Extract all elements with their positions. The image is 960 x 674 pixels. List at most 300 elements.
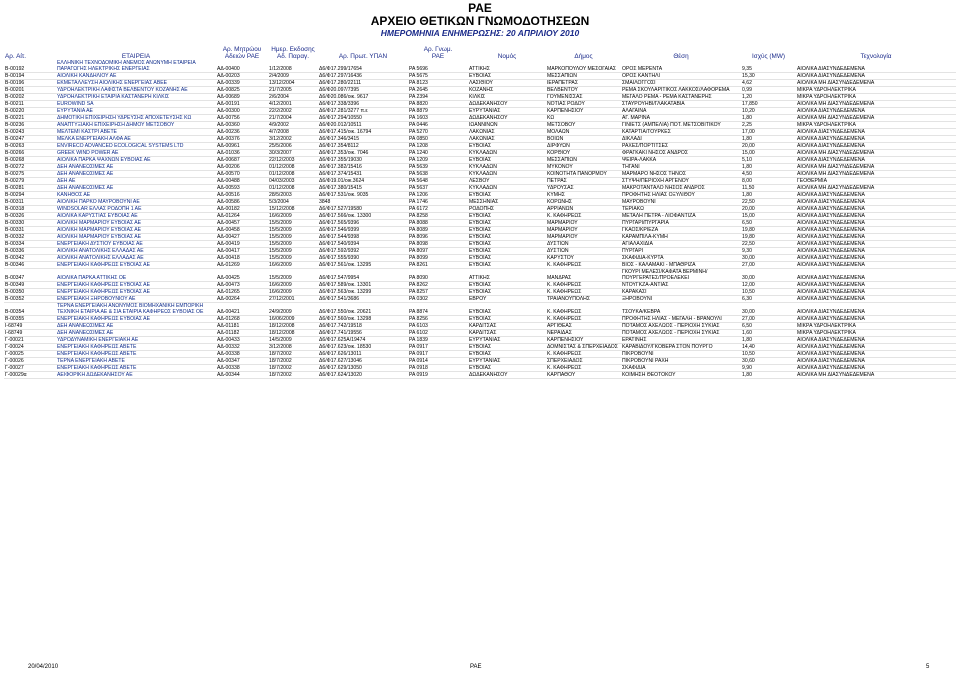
cell-ar-gnom: ΡΑ 5639 bbox=[408, 164, 468, 171]
cell-ar-prot: Δ6/Φ17.623/οικ. 18530 bbox=[318, 344, 408, 351]
cell-ar-gnom: ΡΑ 8820 bbox=[408, 101, 468, 108]
cell-ar-prot: Δ6/Φ17.346/3415 bbox=[318, 136, 408, 143]
cell-ischys: 30,60 bbox=[741, 358, 796, 365]
cell-ischys: 5,10 bbox=[741, 157, 796, 164]
table-row bbox=[4, 171, 956, 178]
cell-tech: ΑΙΟΛΙΚΑ ΔΙΑΣΥΝΔΕΔΕΜΕΝΑ bbox=[796, 157, 956, 164]
cell-etaireia: ΑΙΟΛΙΚΗ ΜΑΡΜΑΡΙΟΥ ΕΥΒΟΙΑΣ ΑΕ bbox=[56, 234, 216, 241]
cell-etaireia: ΔΕΗ ΑΝΑΝΕΩΣΙΜΕΣ ΑΕ bbox=[56, 323, 216, 330]
cell-ar-mitroou: ΑΔ-00516 bbox=[216, 192, 268, 199]
cell-ar-ait: Β-00342 bbox=[4, 255, 56, 262]
cell-imer-ekdosis: 25/5/2006 bbox=[268, 143, 318, 150]
cell-ar-mitroou: ΑΔ-01265 bbox=[216, 289, 268, 296]
cell-dimos: ΓΟΥΜΕΝΙΣΣΑΣ bbox=[546, 94, 621, 101]
cell-thesi: ΦΡΑΓΚΑΚΙ ΝΗΣΟΣ ΑΝΔΡΟΣ bbox=[621, 150, 741, 157]
table-row bbox=[4, 87, 956, 94]
cell-ar-gnom: ΡΑ 0850 bbox=[408, 136, 468, 143]
cell-ar-prot: Δ6/Φ17.555/9390 bbox=[318, 255, 408, 262]
cell-ar-gnom: ΡΑ 8258 bbox=[408, 213, 468, 220]
cell-thesi: ΓΚΑΟΣ/ΚΡΙΕΖΑ bbox=[621, 227, 741, 234]
cell-ar-ait: Β-00236 bbox=[4, 122, 56, 129]
cell-ar-prot: Δ6/Φ17.547/9954 bbox=[318, 269, 408, 282]
cell-ischys: 30,00 bbox=[741, 255, 796, 262]
cell-nomos: ΚΙΛΚΙΣ bbox=[468, 94, 546, 101]
cell-dimos: ΜΑΡΜΑΡΙΟΥ bbox=[546, 227, 621, 234]
cell-dimos: ΚΑΡΠΑΘΟΥ bbox=[546, 372, 621, 379]
cell-ar-ait: Γ-00024 bbox=[4, 344, 56, 351]
cell-etaireia: ΜΕΛΚΑ ΕΝΕΡΓΕΙΑΚΗ ΑΛΦΑ ΑΕ bbox=[56, 136, 216, 143]
cell-ar-mitroou: ΑΔ-00400 bbox=[216, 60, 268, 73]
cell-dimos: ΒΕΛΒΕΝΤΟΥ bbox=[546, 87, 621, 94]
cell-ar-prot: Δ6/Φ17.297/16436 bbox=[318, 73, 408, 80]
cell-imer-ekdosis: 4/7/2008 bbox=[268, 129, 318, 136]
cell-ar-mitroou: ΑΔ-00203 bbox=[216, 73, 268, 80]
cell-ischys: 9,30 bbox=[741, 248, 796, 255]
cell-nomos: ΔΩΔΕΚΑΝΗΣΟΥ bbox=[468, 101, 546, 108]
cell-ar-prot: Δ6/Φ17.592/9392 bbox=[318, 248, 408, 255]
cell-ar-gnom: ΡΑ 8089 bbox=[408, 227, 468, 234]
cell-etaireia: ΑΙΟΛΙΚΑ ΠΑΡΚΑ ΑΤΤΙΚΗΣ ΟΕ bbox=[56, 269, 216, 282]
cell-tech: ΑΙΟΛΙΚΑ ΜΗ ΔΙΑΣΥΝΔΕΔΕΜΕΝΑ bbox=[796, 171, 956, 178]
cell-etaireia: ΜΕΛΤΕΜΙ ΚΑΣΤΡΙ ΑΒΕΤΕ bbox=[56, 129, 216, 136]
cell-nomos: ΕΥΒΟΙΑΣ bbox=[468, 365, 546, 372]
cell-tech: ΑΙΟΛΙΚΑ ΔΙΑΣΥΝΔΕΔΕΜΕΝΑ bbox=[796, 289, 956, 296]
cell-ischys: 1,80 bbox=[741, 136, 796, 143]
cell-nomos: ΕΥΒΟΙΑΣ bbox=[468, 344, 546, 351]
cell-ar-ait: Β-00352 bbox=[4, 296, 56, 303]
cell-ar-ait: Β-00196 bbox=[4, 80, 56, 87]
cell-thesi: ΡΕΜΑ ΣΚΟΥΛΑΡΙΤΙΚΟΣ ΛΑΚΚΟΣ/ΛΑΦΟΡΕΜΑ bbox=[621, 87, 741, 94]
cell-ischys: 12,00 bbox=[741, 282, 796, 289]
cell-thesi: ΞΗΡΟΒΟΥΝΙ bbox=[621, 296, 741, 303]
cell-ar-mitroou: ΑΔ-00419 bbox=[216, 241, 268, 248]
cell-ar-gnom: ΡΑ 6103 bbox=[408, 323, 468, 330]
table-row bbox=[4, 73, 956, 80]
table-row bbox=[4, 80, 956, 87]
cell-ischys: 1,80 bbox=[741, 337, 796, 344]
cell-ar-prot: Δ6/Φ17.550/οικ. 20621 bbox=[318, 303, 408, 316]
cell-etaireia: GREEK WIND POWER AE bbox=[56, 150, 216, 157]
cell-ar-prot: Δ6/Φ20.086/οικ. 9617 bbox=[318, 94, 408, 101]
cell-etaireia: ΕΝΕΡΓΕΙΑΚΗ ΚΑΦΗΡΕΩΣ ΑΒΕΤΕ bbox=[56, 365, 216, 372]
cell-etaireia: ΕΝΕΡΓΕΙΑΚΗ ΚΑΦΗΡΕΩΣ ΕΥΒΟΙΑΣ ΑΕ bbox=[56, 289, 216, 296]
cell-ar-ait: Γ-00027 bbox=[4, 365, 56, 372]
cell-ar-prot: Δ6/Φ17.527/19580 bbox=[318, 206, 408, 213]
cell-nomos: ΚΥΚΛΑΔΩΝ bbox=[468, 185, 546, 192]
cell-dimos: ΜΑΡΜΑΡΙΟΥ bbox=[546, 220, 621, 227]
cell-ar-gnom: ΡΑ 8256 bbox=[408, 316, 468, 323]
cell-imer-ekdosis: 15/12/2008 bbox=[268, 206, 318, 213]
cell-imer-ekdosis: 4/9/2002 bbox=[268, 122, 318, 129]
cell-imer-ekdosis: 15/5/2009 bbox=[268, 234, 318, 241]
cell-ar-mitroou: ΑΔ-00191 bbox=[216, 101, 268, 108]
table-row bbox=[4, 199, 956, 206]
cell-dimos: ΚΑΡΥΣΤΟΥ bbox=[546, 255, 621, 262]
cell-tech: ΑΙΟΛΙΚΑ ΔΙΑΣΥΝΔΕΔΕΜΕΝΑ bbox=[796, 248, 956, 255]
cell-imer-ekdosis: 4/12/2001 bbox=[268, 101, 318, 108]
cell-dimos: Κ. ΚΑΦΗΡΕΩΣ bbox=[546, 365, 621, 372]
cell-dimos: Κ. ΚΑΦΗΡΕΩΣ bbox=[546, 213, 621, 220]
cell-imer-ekdosis: 3/12/2008 bbox=[268, 344, 318, 351]
cell-ar-prot: Δ6/Φ17.565/9396 bbox=[318, 220, 408, 227]
cell-etaireia: ΔΕΗ ΑΝΑΝΕΩΣΙΜΕΣ ΑΕ bbox=[56, 164, 216, 171]
table-row bbox=[4, 227, 956, 234]
cell-tech: ΑΙΟΛΙΚΑ ΔΙΑΣΥΝΔΕΔΕΜΕΝΑ bbox=[796, 227, 956, 234]
cell-ar-gnom: ΡΑ 6172 bbox=[408, 206, 468, 213]
cell-ar-gnom: ΡΑ 1206 bbox=[408, 192, 468, 199]
cell-tech: ΑΙΟΛΙΚΑ ΔΙΑΣΥΝΔΕΔΕΜΕΝΑ bbox=[796, 365, 956, 372]
cell-etaireia: ΑΝΑΠΤΥΞΙΑΚΗ ΕΠΙΧΕΙΡΗΣΗ ΔΗΜΟΥ ΜΕΤΣΟΒΟΥ bbox=[56, 122, 216, 129]
cell-ar-gnom: ΡΑ 8879 bbox=[408, 108, 468, 115]
cell-ar-gnom: ΡΑ 2645 bbox=[408, 87, 468, 94]
cell-ar-mitroou: ΑΔ-00236 bbox=[216, 129, 268, 136]
cell-ar-gnom: ΡΑ 6102 bbox=[408, 330, 468, 337]
cell-imer-ekdosis: 16/6/2009 bbox=[268, 282, 318, 289]
cell-ar-prot: Δ6/Φ17.742/19518 bbox=[318, 323, 408, 330]
cell-ar-ait: Β-00221 bbox=[4, 115, 56, 122]
cell-etaireia: ΑΙΟΛΙΚΗ ΑΝΑΤΟΛΙΚΗΣ ΕΛΛΑΔΑΣ ΑΕ bbox=[56, 248, 216, 255]
cell-nomos: ΕΥΡΥΤΑΝΙΑΣ bbox=[468, 337, 546, 344]
table-row bbox=[4, 282, 956, 289]
cell-ar-mitroou: ΑΔ-00689 bbox=[216, 94, 268, 101]
cell-ischys: 9,90 bbox=[741, 365, 796, 372]
cell-imer-ekdosis: 2/4/2009 bbox=[268, 73, 318, 80]
cell-dimos: ΜΑΡΚΟΠΟΥΛΟΥ ΜΕΣΟΓΑΙΑΣ bbox=[546, 60, 621, 73]
cell-tech: ΜΙΚΡΑ ΥΔΡΟΗΛΕΚΤΡΙΚΑ bbox=[796, 94, 956, 101]
cell-dimos: ΜΥΚΟΝΟΥ bbox=[546, 164, 621, 171]
cell-thesi: ΒΙΟΣ - ΚΑΛΑΜΑΚΙ - ΜΠΑΘΡΙΖΑ bbox=[621, 262, 741, 269]
org-name: ΡΑΕ bbox=[468, 1, 492, 15]
cell-imer-ekdosis: 14/5/2009 bbox=[268, 337, 318, 344]
cell-ar-ait: Β-00355 bbox=[4, 316, 56, 323]
cell-ar-prot: Δ6/Φ17.354/8112 bbox=[318, 143, 408, 150]
cell-dimos: Κ. ΚΑΦΗΡΕΩΣ bbox=[546, 316, 621, 323]
cell-thesi: ΤΕΡΙΑΚΩ bbox=[621, 206, 741, 213]
cell-dimos: ΒΟΙΩΝ bbox=[546, 136, 621, 143]
cell-etaireia: ΑΕΙΦΟΡΙΚΗ ΔΩΔΕΚΑΝΗΣΟΥ ΑΕ bbox=[56, 372, 216, 379]
cell-ar-mitroou: ΑΔ-00433 bbox=[216, 337, 268, 344]
cell-thesi: ΜΕΓΑΛΟ ΡΕΜΑ - ΡΕΜΑ ΚΑΣΤΑΝΕΡΗΣ bbox=[621, 94, 741, 101]
cell-thesi: ΚΑΤΑΡΤΙΑ/ΤΟΥΡΚΕΣ bbox=[621, 129, 741, 136]
cell-ischys: 19,80 bbox=[741, 227, 796, 234]
cell-etaireia: ΕΝΕΡΓΕΙΑΚΗ ΚΑΦΗΡΕΩΣ ΑΒΕΤΕ bbox=[56, 344, 216, 351]
cell-imer-ekdosis: 18/7/2002 bbox=[268, 358, 318, 365]
cell-tech: ΜΙΚΡΑ ΥΔΡΟΗΛΕΚΤΡΙΚΑ bbox=[796, 323, 956, 330]
cell-ar-ait: Β-00311 bbox=[4, 199, 56, 206]
cell-thesi: ΤΗΓΑΝΙ bbox=[621, 164, 741, 171]
cell-thesi: ΠΙΚΡΟΒΟΥΝΙ ΡΑΧΗ bbox=[621, 358, 741, 365]
cell-thesi: ΑΓ. ΜΑΡΙΝΑ bbox=[621, 115, 741, 122]
table-row bbox=[4, 303, 956, 316]
cell-thesi: ΓΙΝΙΕΤΣ (ΑΜΠΕΛΙΑ) ΠΟΤ. ΜΕΤΣΟΒΙΤΙΚΟΥ bbox=[621, 122, 741, 129]
cell-nomos: ΚΟΖΑΝΗΣ bbox=[468, 87, 546, 94]
cell-imer-ekdosis: 28/5/2003 bbox=[268, 192, 318, 199]
cell-tech: ΑΙΟΛΙΚΑ ΜΗ ΔΙΑΣΥΝΔΕΔΕΜΕΝΑ bbox=[796, 80, 956, 87]
cell-ar-gnom: ΡΑ 0446 bbox=[408, 122, 468, 129]
col-etaireia: ΕΤΑΙΡΕΙΑ bbox=[121, 53, 151, 60]
cell-ar-prot: Δ6/Φ17.382/15416 bbox=[318, 164, 408, 171]
cell-thesi: ΜΑΥΡΟΒΟΥΝΙ bbox=[621, 199, 741, 206]
cell-ar-gnom: ΡΑ 5637 bbox=[408, 185, 468, 192]
cell-ar-gnom: ΡΑ 8874 bbox=[408, 303, 468, 316]
cell-ar-prot: Δ6/Φ17.566/οικ. 13300 bbox=[318, 213, 408, 220]
cell-dimos: ΜΕΣΣΑΠΙΩΝ bbox=[546, 73, 621, 80]
table-row bbox=[4, 157, 956, 164]
opinions-table bbox=[4, 38, 956, 379]
cell-tech: ΑΙΟΛΙΚΑ ΜΗ ΔΙΑΣΥΝΔΕΔΕΜΕΝΑ bbox=[796, 115, 956, 122]
cell-ar-prot: Δ6/Φ17.541/3686 bbox=[318, 296, 408, 303]
cell-etaireia: ΥΔΡΟΔΥΝΑΜΙΚΗ ΕΝΕΡΓΕΙΑΚΗ ΑΕ bbox=[56, 337, 216, 344]
table-row bbox=[4, 337, 956, 344]
cell-etaireia: ΔΕΗ ΑΝΑΝΕΩΣΙΜΕΣ ΑΕ bbox=[56, 171, 216, 178]
cell-dimos: ΜΟΛΑΩΝ bbox=[546, 129, 621, 136]
cell-nomos: ΕΒΡΟΥ bbox=[468, 296, 546, 303]
cell-thesi: ΚΑΡΑΜΠΙΛΑ-ΚΥΜΗ bbox=[621, 234, 741, 241]
cell-tech: ΑΙΟΛΙΚΑ ΔΙΑΣΥΝΔΕΔΕΜΕΝΑ bbox=[796, 282, 956, 289]
cell-ischys: 22,50 bbox=[741, 199, 796, 206]
cell-ischys: 2,25 bbox=[741, 122, 796, 129]
cell-ar-gnom: ΡΑ 1839 bbox=[408, 337, 468, 344]
cell-ar-gnom: ΡΑ 0919 bbox=[408, 372, 468, 379]
cell-tech: ΜΙΚΡΑ ΥΔΡΟΗΛΕΚΤΡΙΚΑ bbox=[796, 330, 956, 337]
cell-ar-mitroou: ΑΔ-01269 bbox=[216, 262, 268, 269]
cell-thesi: ΣΜΑΙΛΟΓΓΟΣΙ bbox=[621, 80, 741, 87]
col-imer-ekdosis: Ημερ. Εκδοσης Αδ. Παραγ. bbox=[271, 46, 315, 60]
cell-ar-prot: Δ6/Φ20.097/7395 bbox=[318, 87, 408, 94]
table-row bbox=[4, 269, 956, 282]
col-nomos: Νομός bbox=[497, 53, 517, 60]
cell-dimos: ΔΥΣΤΙΩΝ bbox=[546, 248, 621, 255]
cell-imer-ekdosis: 15/5/2009 bbox=[268, 220, 318, 227]
cell-ar-mitroou: ΑΔ-00182 bbox=[216, 206, 268, 213]
cell-nomos: ΔΩΔΕΚΑΝΗΣΟΥ bbox=[468, 115, 546, 122]
cell-dimos: ΥΔΡΟΥΣΑΣ bbox=[546, 185, 621, 192]
cell-imer-ekdosis: 27/12/2001 bbox=[268, 296, 318, 303]
cell-etaireia: ΚΑΝΗΘΟΣ ΑΕ bbox=[56, 192, 216, 199]
table-row bbox=[4, 101, 956, 108]
cell-imer-ekdosis: 18/7/2002 bbox=[268, 372, 318, 379]
col-dimos: Δήμος bbox=[574, 53, 593, 60]
col-ar-prot: Αρ. Πρωτ. ΥΠΑΝ bbox=[338, 53, 388, 60]
table-header-row bbox=[4, 38, 956, 60]
cell-dimos: ΚΟΙΝΟΤΗΤΑ ΠΑΝΟΡΜΟΥ bbox=[546, 171, 621, 178]
cell-ar-mitroou: ΑΔ-00338 bbox=[216, 365, 268, 372]
cell-ar-ait: Β-00194 bbox=[4, 73, 56, 80]
cell-ar-ait: Β-00354 bbox=[4, 303, 56, 316]
cell-ar-prot: Δ6/Φ17.741/19556 bbox=[318, 330, 408, 337]
cell-dimos: ΚΩ bbox=[546, 115, 621, 122]
footer-date: 20/04/2010 bbox=[28, 664, 59, 670]
cell-ar-ait: Β-00334 bbox=[4, 241, 56, 248]
cell-nomos: ΕΥΒΟΙΑΣ bbox=[468, 143, 546, 150]
cell-dimos: ΤΡΑΙΑΝΟΥΠΟΛΗΣ bbox=[546, 296, 621, 303]
cell-etaireia: ΑΙΟΛΙΚΑ ΠΑΡΚΑ ΨΑΧΝΩΝ ΕΥΒΟΙΑΣ ΑΕ bbox=[56, 157, 216, 164]
cell-ar-prot: Δ6/Φ17.540/9394 bbox=[318, 241, 408, 248]
cell-thesi: ΣΤΑΥΡΟΥΗΒΙ/ΓΛΑΚΑΤΑΒΙΑ bbox=[621, 101, 741, 108]
cell-ar-ait: Β-00202 bbox=[4, 94, 56, 101]
cell-ar-mitroou: ΑΔ-00376 bbox=[216, 136, 268, 143]
cell-nomos: ΚΑΡΔΙΤΣΑΣ bbox=[468, 330, 546, 337]
cell-dimos: ΝΟΤΙΑΣ ΡΟΔΟΥ bbox=[546, 101, 621, 108]
table-row bbox=[4, 122, 956, 129]
cell-dimos: Κ. ΚΑΦΗΡΕΩΣ bbox=[546, 303, 621, 316]
table-row bbox=[4, 344, 956, 351]
cell-ischys: 8,00 bbox=[741, 178, 796, 185]
cell-etaireia: ΑΙΟΛΙΚΗ ΑΝΑΤΟΛΙΚΗΣ ΕΛΛΑΔΑΣ ΑΕ bbox=[56, 255, 216, 262]
cell-etaireia: ΥΔΡΟΗΛΕΚΤΡΙΚΗ ΛΑΦΙΣΤΑ ΒΕΛΒΕΝΤΟΥ ΚΟΖΑΝΗΣ ΑΕ bbox=[56, 87, 216, 94]
cell-imer-ekdosis: 21/7/2004 bbox=[268, 115, 318, 122]
cell-ar-ait: Γ-00029α bbox=[4, 372, 56, 379]
table-row bbox=[4, 316, 956, 323]
table-row bbox=[4, 94, 956, 101]
table-row bbox=[4, 108, 956, 115]
cell-tech: ΑΙΟΛΙΚΑ ΔΙΑΣΥΝΔΕΔΕΜΕΝΑ bbox=[796, 108, 956, 115]
cell-dimos: ΔΥΣΤΙΩΝ bbox=[546, 241, 621, 248]
cell-ar-gnom: ΡΑ 1208 bbox=[408, 143, 468, 150]
cell-ar-gnom: ΡΑ 8261 bbox=[408, 262, 468, 269]
cell-ar-gnom: ΡΑ 8097 bbox=[408, 248, 468, 255]
cell-tech: ΑΙΟΛΙΚΑ ΔΙΑΣΥΝΔΕΔΕΜΕΝΑ bbox=[796, 206, 956, 213]
cell-nomos: ΚΥΚΛΑΔΩΝ bbox=[468, 164, 546, 171]
cell-nomos: ΕΥΒΟΙΑΣ bbox=[468, 192, 546, 199]
cell-thesi: ΟΡΟΣ ΜΕΡΕΝΤΑ bbox=[621, 60, 741, 73]
cell-etaireia: ΕΝΕΡΓΕΙΑΚΗ ΞΗΡΟΒΟΥΝΙΟΥ ΑΕ bbox=[56, 296, 216, 303]
cell-nomos: ΕΥΡΥΤΑΝΙΑΣ bbox=[468, 358, 546, 365]
cell-ar-ait: Β-00350 bbox=[4, 289, 56, 296]
cell-nomos: ΛΕΣΒΟΥ bbox=[468, 178, 546, 185]
cell-ar-prot: Δ6/Φ17.280/22111 bbox=[318, 80, 408, 87]
cell-thesi: ΠΟΤΑΜΟΣ ΑΧΕΛΩΟΣ - ΠΕΡΙΟΧΗ ΣΥΚΙΑΣ bbox=[621, 330, 741, 337]
cell-ar-mitroou: ΑΔ-00458 bbox=[216, 227, 268, 234]
cell-imer-ekdosis: 04/03/2003 bbox=[268, 178, 318, 185]
cell-nomos: ΕΥΒΟΙΑΣ bbox=[468, 303, 546, 316]
cell-ar-ait: Β-00279 bbox=[4, 178, 56, 185]
cell-imer-ekdosis: 1/12/2008 bbox=[268, 60, 318, 73]
cell-tech: ΑΙΟΛΙΚΑ ΔΙΑΣΥΝΔΕΔΕΜΕΝΑ bbox=[796, 351, 956, 358]
cell-nomos: ΛΑΚΩΝΙΑΣ bbox=[468, 136, 546, 143]
cell-ar-mitroou: ΑΔ-00344 bbox=[216, 372, 268, 379]
cell-ar-ait: Β-00347 bbox=[4, 269, 56, 282]
cell-nomos: ΛΑΚΩΝΙΑΣ bbox=[468, 129, 546, 136]
table-row bbox=[4, 365, 956, 372]
cell-ar-ait: Β-00336 bbox=[4, 248, 56, 255]
cell-ar-prot: Δ6/Φ17.546/9399 bbox=[318, 227, 408, 234]
cell-ischys: 20,00 bbox=[741, 143, 796, 150]
cell-ar-gnom: ΡΑ 8098 bbox=[408, 241, 468, 248]
cell-thesi: ΤΣΟΥΚΑ/ΚΕΒΡΑ bbox=[621, 303, 741, 316]
cell-ar-prot: Δ6/Φ17.627/13046 bbox=[318, 358, 408, 365]
cell-tech: ΜΙΚΡΑ ΥΔΡΟΗΛΕΚΤΡΙΚΑ bbox=[796, 87, 956, 94]
table-row bbox=[4, 206, 956, 213]
cell-imer-ekdosis: 3/12/2002 bbox=[268, 136, 318, 143]
cell-etaireia: ΑΙΟΛΙΚΗ ΚΑΝΔΗΛΙΟΥ ΑΕ bbox=[56, 73, 216, 80]
cell-tech: ΑΙΟΛΙΚΑ ΔΙΑΣΥΝΔΕΔΕΜΕΝΑ bbox=[796, 234, 956, 241]
document-header bbox=[0, 0, 960, 39]
cell-ar-gnom: ΡΑ 5638 bbox=[408, 171, 468, 178]
cell-ar-mitroou: ΑΔ-00347 bbox=[216, 358, 268, 365]
cell-nomos: ΕΥΒΟΙΑΣ bbox=[468, 213, 546, 220]
cell-ar-mitroou: ΑΔ-00473 bbox=[216, 282, 268, 289]
cell-imer-ekdosis: 01/12/2008 bbox=[268, 164, 318, 171]
col-ar-mitroou: Αρ. Μητρώου Αδειών ΡΑΕ bbox=[222, 46, 262, 60]
cell-dimos: Κ. ΚΑΦΗΡΕΩΣ bbox=[546, 351, 621, 358]
cell-tech: ΑΙΟΛΙΚΑ ΔΙΑΣΥΝΔΕΔΕΜΕΝΑ bbox=[796, 255, 956, 262]
table-row bbox=[4, 115, 956, 122]
cell-tech: ΑΙΟΛΙΚΑ ΔΙΑΣΥΝΔΕΔΕΜΕΝΑ bbox=[796, 344, 956, 351]
cell-imer-ekdosis: 2/6/2004 bbox=[268, 94, 318, 101]
cell-tech: ΑΙΟΛΙΚΑ ΜΗ ΔΙΑΣΥΝΔΕΔΕΜΕΝΑ bbox=[796, 150, 956, 157]
cell-dimos: ΜΑΝΔΡΑΣ bbox=[546, 269, 621, 282]
cell-nomos: ΜΕΣΣΗΝΙΑΣ bbox=[468, 199, 546, 206]
cell-nomos: ΛΑΣΙΘΙΟΥ bbox=[468, 80, 546, 87]
cell-nomos: ΑΤΤΙΚΗΣ bbox=[468, 269, 546, 282]
cell-ar-mitroou: ΑΔ-01182 bbox=[216, 330, 268, 337]
cell-tech: ΑΙΟΛΙΚΑ ΔΙΑΣΥΝΔΕΔΕΜΕΝΑ bbox=[796, 199, 956, 206]
cell-etaireia: ΕΝΕΡΓΕΙΑΚΗ ΚΑΦΗΡΕΩΣ ΕΥΒΟΙΑΣ ΑΕ bbox=[56, 262, 216, 269]
cell-ar-ait: Β-00346 bbox=[4, 262, 56, 269]
cell-dimos: ΑΡΡΙΑΝΩΝ bbox=[546, 206, 621, 213]
cell-ar-prot: Δ6/Φ17.415/οικ. 16794 bbox=[318, 129, 408, 136]
cell-imer-ekdosis: 16/6/2009 bbox=[268, 213, 318, 220]
cell-ischys: 1,80 bbox=[741, 164, 796, 171]
cell-nomos: ΕΥΒΟΙΑΣ bbox=[468, 262, 546, 269]
table-row bbox=[4, 60, 956, 73]
cell-thesi: ΜΑΚΡΟΤΑΝΤΑΛΟ ΝΗΣΟΣ ΑΝΔΡΟΣ bbox=[621, 185, 741, 192]
cell-ar-mitroou: ΑΔ-00488 bbox=[216, 178, 268, 185]
cell-ar-gnom: ΡΑ 0302 bbox=[408, 296, 468, 303]
cell-imer-ekdosis: 16/06/2009 bbox=[268, 316, 318, 323]
cell-thesi: ΑΓΙΑΛΑΧΙΔΙΑ bbox=[621, 241, 741, 248]
cell-ar-gnom: ΡΑ 8096 bbox=[408, 234, 468, 241]
table-row bbox=[4, 296, 956, 303]
footer-org: ΡΑΕ bbox=[470, 664, 482, 670]
cell-etaireia: ΑΙΟΛΙΚΗ ΜΑΡΜΑΡΙΟΥ ΕΥΒΟΙΑΣ ΑΕ bbox=[56, 220, 216, 227]
cell-ar-prot: Δ6/Φ17.353/οικ. 7046 bbox=[318, 150, 408, 157]
cell-thesi: ΕΡΑΤΙΝΗΣ bbox=[621, 337, 741, 344]
cell-ischys: 6,50 bbox=[741, 220, 796, 227]
cell-etaireia: ΔΗΜΟΤΙΚΗ ΕΠΙΧΕΙΡΗΣΗ ΥΔΡΕΥΣΗΣ ΑΠΟΧΕΤΕΥΣΗΣ ΚΩ bbox=[56, 115, 216, 122]
table-row bbox=[4, 330, 956, 337]
cell-nomos: ΡΟΔΟΠΗΣ bbox=[468, 206, 546, 213]
cell-ar-prot: Δ6/Φ17.380/15415 bbox=[318, 185, 408, 192]
cell-dimos: ΠΕΤΡΑΣ bbox=[546, 178, 621, 185]
cell-thesi: ΣΚΑΦΙΔΙΑ-ΚΥΡΤΑ bbox=[621, 255, 741, 262]
cell-tech: ΑΙΟΛΙΚΑ ΔΙΑΣΥΝΔΕΔΕΜΕΝΑ bbox=[796, 60, 956, 73]
cell-ischys: 1,20 bbox=[741, 94, 796, 101]
cell-dimos: ΚΟΡΩΝΗΣ bbox=[546, 199, 621, 206]
cell-thesi: ΣΤΥΨΗ/ΠΕΡΙΟΧΗ ΑΡΓΕΝΟΥ bbox=[621, 178, 741, 185]
cell-ar-ait: Β-00330 bbox=[4, 220, 56, 227]
cell-ar-ait: Ι-68749 bbox=[4, 323, 56, 330]
cell-imer-ekdosis: 22/2/2002 bbox=[268, 108, 318, 115]
cell-imer-ekdosis: 15/5/2009 bbox=[268, 241, 318, 248]
cell-ischys: 19,80 bbox=[741, 234, 796, 241]
cell-dimos: Κ. ΚΑΦΗΡΕΩΣ bbox=[546, 262, 621, 269]
cell-ar-ait: Β-00275 bbox=[4, 171, 56, 178]
cell-etaireia: WINDSOLAR ΕΛΛΑΣ ΡΟΔΟΠΗ 1 ΑΕ bbox=[56, 206, 216, 213]
cell-tech: ΑΙΟΛΙΚΑ ΔΙΑΣΥΝΔΕΔΕΜΕΝΑ bbox=[796, 220, 956, 227]
cell-tech: ΑΙΟΛΙΚΑ ΔΙΑΣΥΝΔΕΔΕΜΕΝΑ bbox=[796, 303, 956, 316]
cell-ischys: 15,30 bbox=[741, 73, 796, 80]
cell-imer-ekdosis: 01/12/2008 bbox=[268, 171, 318, 178]
cell-nomos: ΚΥΚΛΑΔΩΝ bbox=[468, 150, 546, 157]
table-row bbox=[4, 248, 956, 255]
table-row bbox=[4, 143, 956, 150]
cell-thesi: ΡΑΧΕΣ/ΠΟΡΤΙΤΣΕΣ bbox=[621, 143, 741, 150]
table-row bbox=[4, 136, 956, 143]
cell-dimos: ΔΟΜΝΙΣΤΑΣ & ΣΠΕΡΧΕΙΑΔΟΣ bbox=[546, 344, 621, 351]
cell-thesi: ΚΑΡΑΚΑΣΙ bbox=[621, 289, 741, 296]
